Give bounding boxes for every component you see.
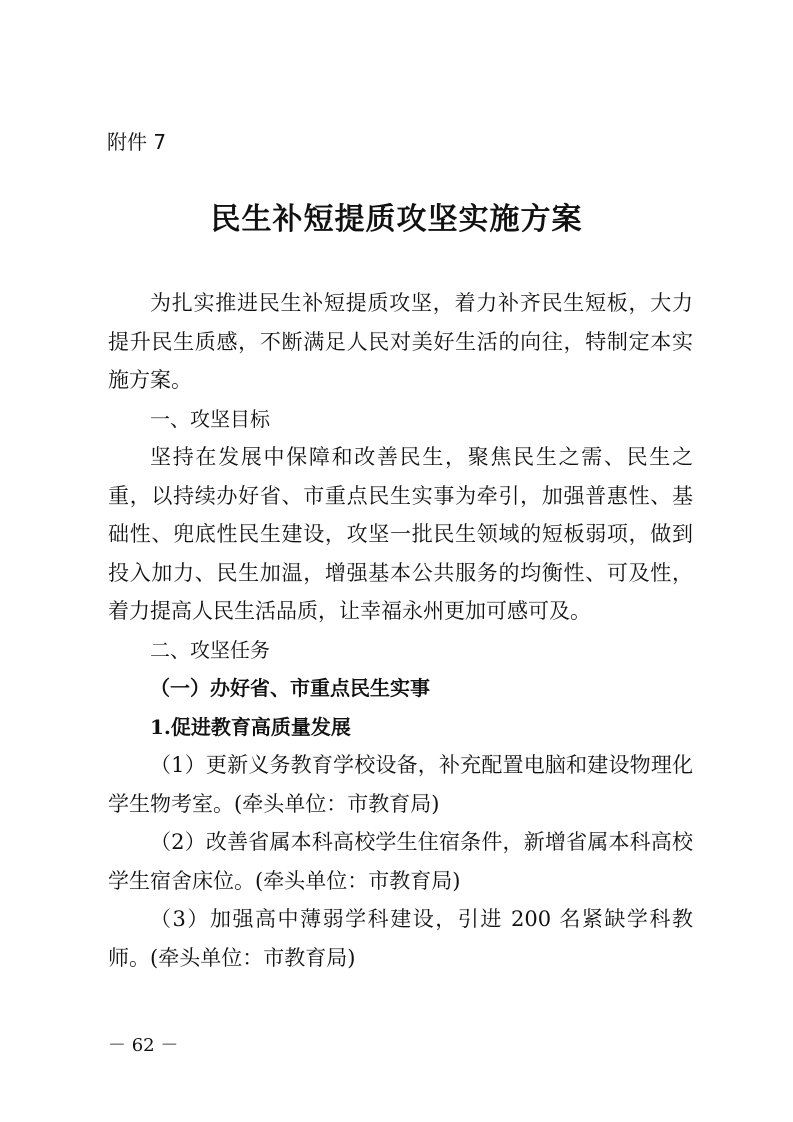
section2-heading: 二、攻坚任务 <box>150 637 270 662</box>
subsection1-heading: （一）办好省、市重点民生实事 <box>150 676 430 700</box>
attachment-label: 附件 7 <box>107 130 167 154</box>
document-title: 民生补短提质攻坚实施方案 <box>210 202 583 237</box>
intro-paragraph: 为扎实推进民生补短提质攻坚，着力补齐民生短板，大力提升民生质感，不断满足人民对美好生活的向往，特制定本实施方案。 <box>108 291 693 392</box>
item1-heading: 1.促进教育高质量发展 <box>150 714 351 739</box>
item1-point-1: （1）更新义务教育学校设备，补充配置电脑和建设物理化学生物考室。(牵头单位：市教育局) <box>108 753 693 816</box>
section1-heading: 一、攻坚目标 <box>150 406 270 431</box>
page-number: － 62 － <box>108 1035 179 1056</box>
item1-point-2: （2）改善省属本科高校学生住宿条件，新增省属本科高校学生宿舍床位。(牵头单位：市教育局) <box>108 830 693 893</box>
item1-point-3: （3）加强高中薄弱学科建设，引进 200 名紧缺学科教师。(牵头单位：市教育局) <box>108 907 693 970</box>
document-body <box>108 284 693 977</box>
section1-paragraph: 坚持在发展中保障和改善民生，聚焦民生之需、民生之重，以持续办好省、市重点民生实事为牵引，加强普惠性、基础性、兜底性民生建设，攻坚一批民生领域的短板弱项，做到投入加力、民生加温，增强基本公共服务的均衡性、可及性，着力提高人民生活品质，让幸福永州更加可感可及。 <box>108 445 693 623</box>
